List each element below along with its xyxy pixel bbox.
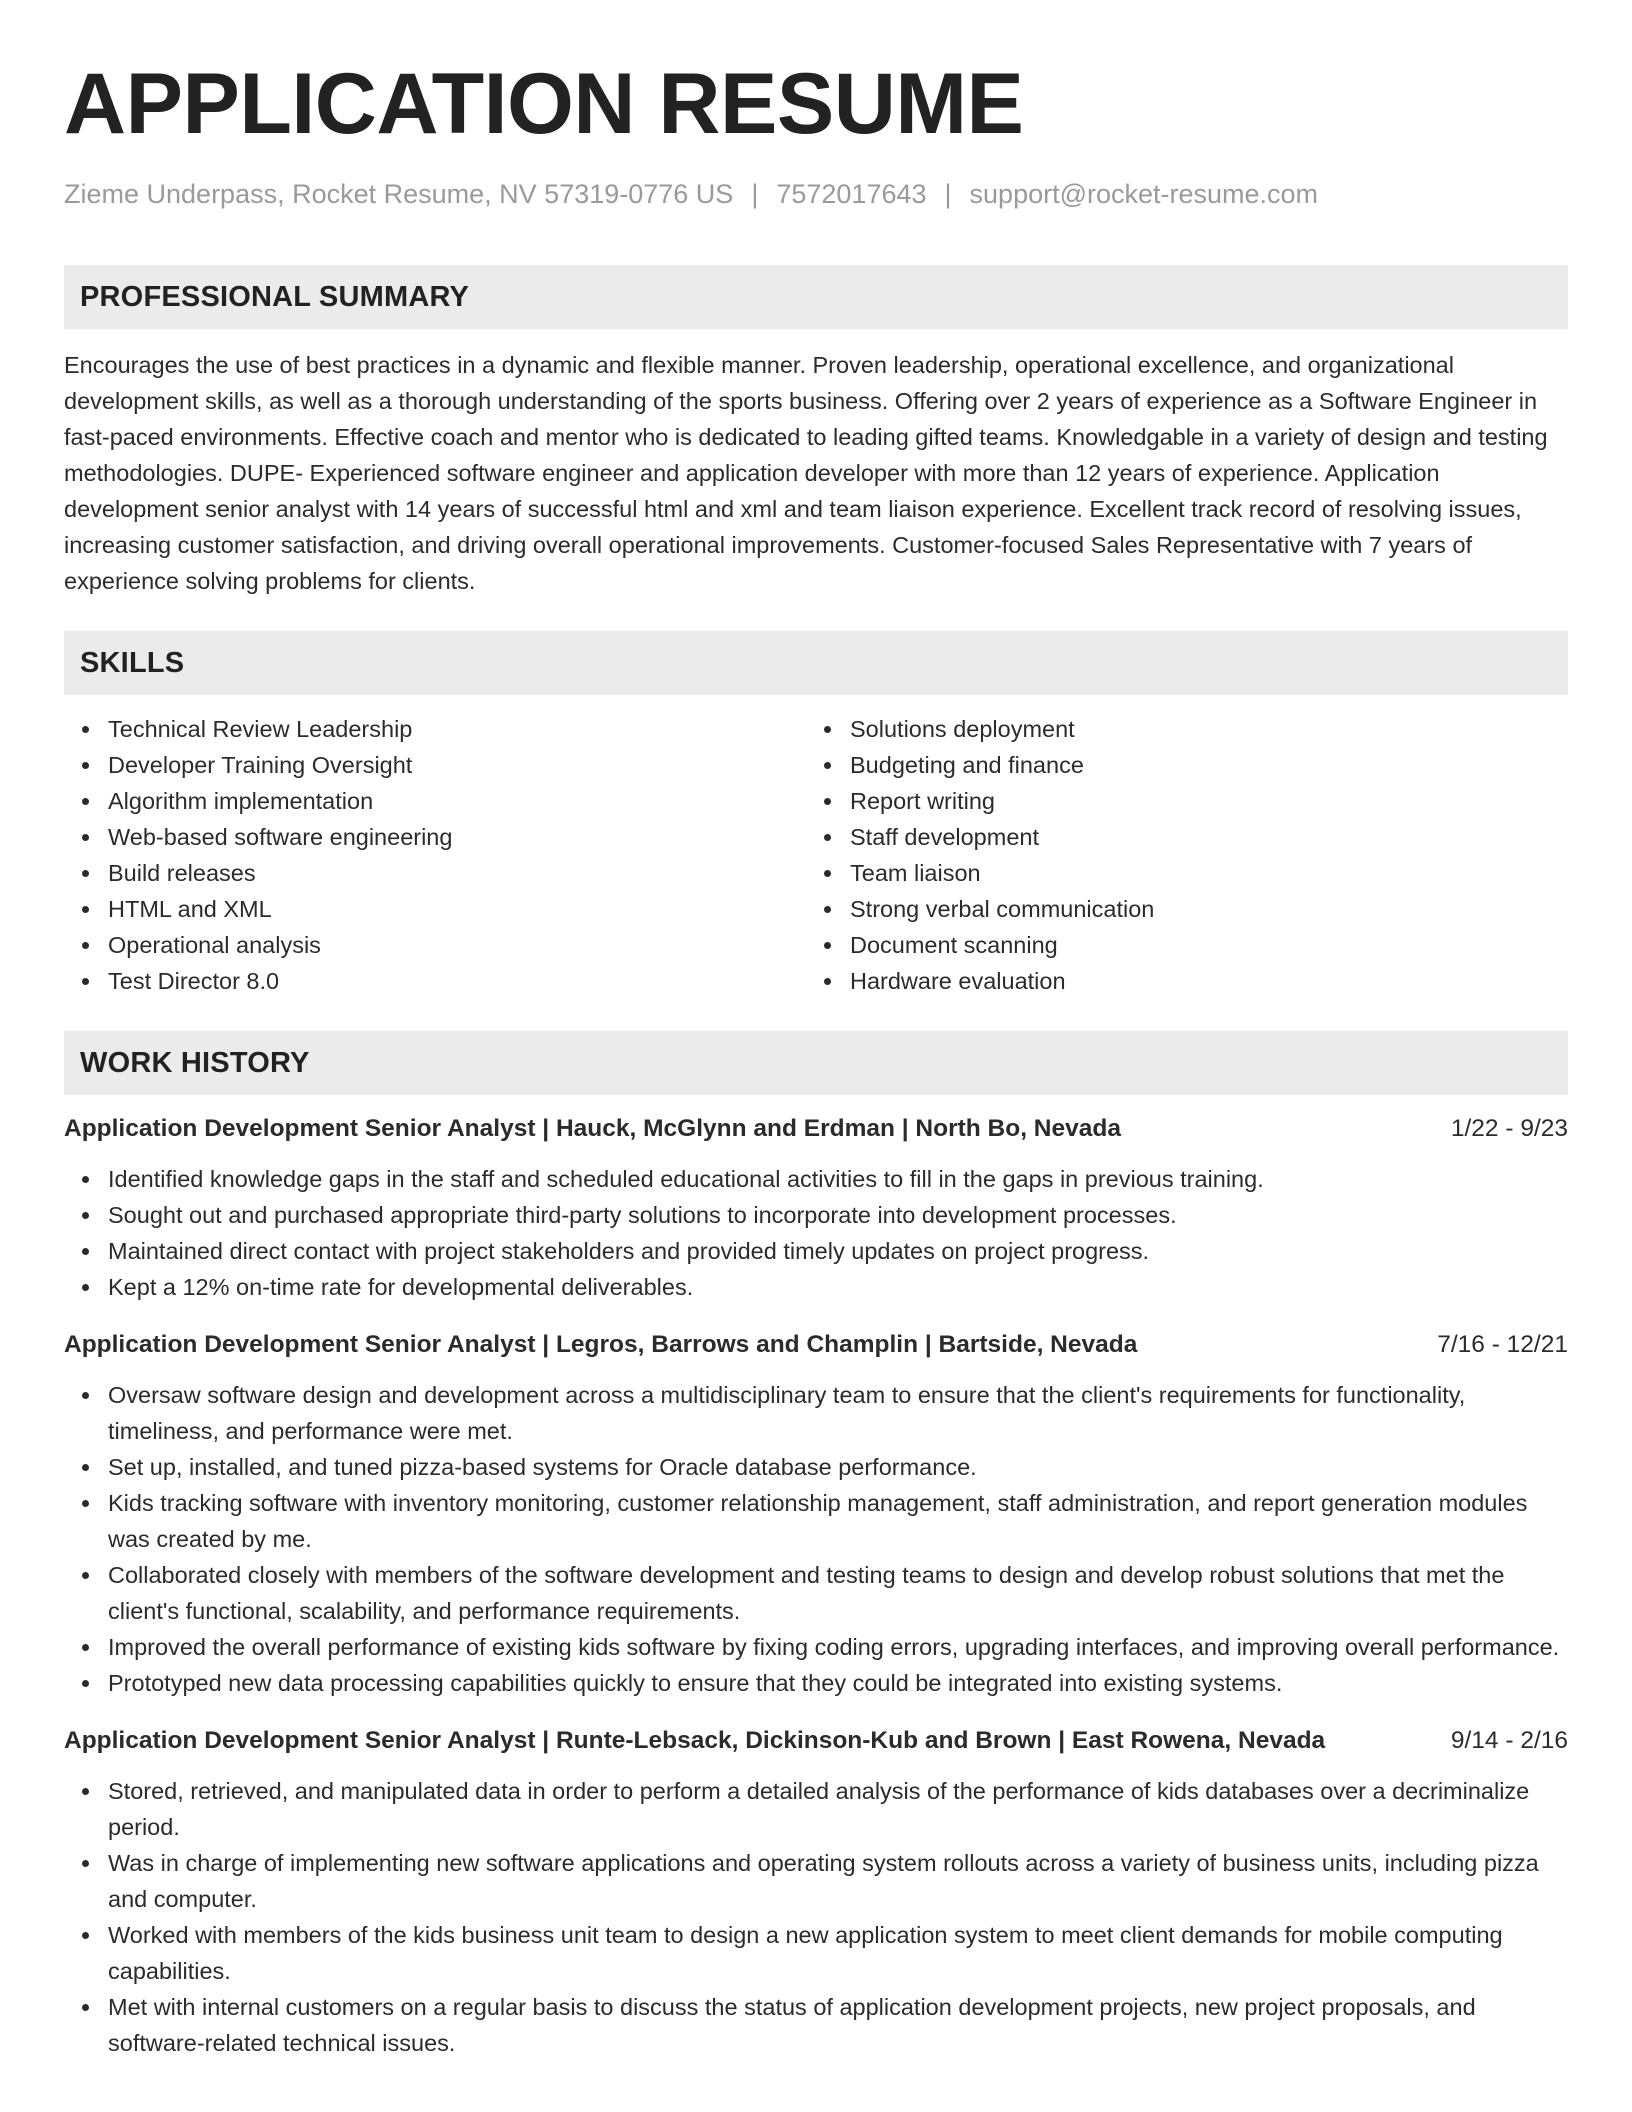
job-bullets bbox=[64, 1161, 1568, 1305]
job-entry bbox=[64, 1723, 1568, 2061]
resume-title: APPLICATION RESUME bbox=[64, 56, 1024, 152]
skill-item: Test Director 8.0 bbox=[108, 963, 806, 999]
skill-item: Algorithm implementation bbox=[108, 783, 806, 819]
job-bullet: Kids tracking software with inventory monitoring, customer relationship management, staff administration, and report generation modules was created by me. bbox=[108, 1485, 1568, 1557]
contact-phone: 7572017643 bbox=[776, 179, 927, 209]
job-dates: 7/16 - 12/21 bbox=[1437, 1331, 1568, 1358]
skill-item: Web-based software engineering bbox=[108, 819, 806, 855]
skill-item: Operational analysis bbox=[108, 927, 806, 963]
skills-columns bbox=[64, 711, 1568, 999]
job-title: Application Development Senior Analyst | Legros, Barrows and Champlin | Bartside, Nevada bbox=[64, 1331, 1138, 1358]
skill-item: Strong verbal communication bbox=[850, 891, 1548, 927]
job-bullet: Sought out and purchased appropriate third-party solutions to incorporate into development processes. bbox=[108, 1197, 1568, 1233]
job-bullet: Collaborated closely with members of the software development and testing teams to design and develop robust solutions that met the client's functional, scalability, and performance requirements. bbox=[108, 1557, 1568, 1629]
contact-separator: | bbox=[944, 179, 952, 209]
job-bullet: Kept a 12% on-time rate for developmental deliverables. bbox=[108, 1269, 1568, 1305]
job-dates: 1/22 - 9/23 bbox=[1450, 1115, 1568, 1142]
skills-list-right bbox=[806, 711, 1548, 999]
skill-item: Team liaison bbox=[850, 855, 1548, 891]
job-bullet: Improved the overall performance of existing kids software by fixing coding errors, upgrading interfaces, and improving overall performance. bbox=[108, 1629, 1568, 1665]
resume-page bbox=[64, 56, 1568, 2061]
job-dates: 9/14 - 2/16 bbox=[1450, 1727, 1568, 1754]
job-bullets bbox=[64, 1773, 1568, 2061]
skill-item: Budgeting and finance bbox=[850, 747, 1548, 783]
section-header-skills: SKILLS bbox=[64, 631, 1568, 695]
skill-item: Developer Training Oversight bbox=[108, 747, 806, 783]
skill-item: Solutions deployment bbox=[850, 711, 1548, 747]
skills-list-left bbox=[64, 711, 806, 999]
section-header-summary: PROFESSIONAL SUMMARY bbox=[64, 265, 1568, 329]
contact-line bbox=[64, 176, 1568, 212]
skill-item: Document scanning bbox=[850, 927, 1548, 963]
job-bullet: Met with internal customers on a regular basis to discuss the status of application development projects, new project proposals, and software-related technical issues. bbox=[108, 1989, 1568, 2061]
skill-item: Build releases bbox=[108, 855, 806, 891]
contact-separator: | bbox=[751, 179, 759, 209]
job-bullet: Stored, retrieved, and manipulated data in order to perform a detailed analysis of the performance of kids databases over a decriminalize period. bbox=[108, 1773, 1568, 1845]
job-bullet: Set up, installed, and tuned pizza-based systems for Oracle database performance. bbox=[108, 1449, 1568, 1485]
job-title: Application Development Senior Analyst | Runte-Lebsack, Dickinson-Kub and Brown | East Rowena, Nevada bbox=[64, 1727, 1326, 1754]
skill-item: HTML and XML bbox=[108, 891, 806, 927]
summary-paragraph: Encourages the use of best practices in a dynamic and flexible manner. Proven leadership, operational excellence, and organizational development skills, as well as a thorough understanding of the sports business. Offering over 2 years of experience as a Software Engineer in fast-paced environments. Effective coach and mentor who is dedicated to leading gifted teams. Knowledgable in a variety of design and testing methodologies. DUPE- Experienced software engineer and application developer with more than 12 years of experience. Application development senior analyst with 14 years of successful html and xml and team liaison experience. Excellent track record of resolving issues, increasing customer satisfaction, and driving overall operational improvements. Customer-focused Sales Representative with 7 years of experience solving problems for clients. bbox=[64, 352, 1548, 594]
section-header-work-history: WORK HISTORY bbox=[64, 1031, 1568, 1095]
job-header bbox=[64, 1723, 1568, 1759]
job-entry bbox=[64, 1327, 1568, 1701]
job-header bbox=[64, 1327, 1568, 1363]
skill-item: Technical Review Leadership bbox=[108, 711, 806, 747]
job-header bbox=[64, 1111, 1568, 1147]
skill-item: Report writing bbox=[850, 783, 1548, 819]
job-title: Application Development Senior Analyst | Hauck, McGlynn and Erdman | North Bo, Nevada bbox=[64, 1115, 1121, 1142]
contact-email: support@rocket-resume.com bbox=[969, 179, 1319, 209]
work-history-list bbox=[64, 1111, 1568, 2061]
contact-address: Zieme Underpass, Rocket Resume, NV 57319-0776 US bbox=[64, 179, 734, 209]
job-bullet: Maintained direct contact with project stakeholders and provided timely updates on project progress. bbox=[108, 1233, 1568, 1269]
job-bullet: Prototyped new data processing capabilities quickly to ensure that they could be integrated into existing systems. bbox=[108, 1665, 1568, 1701]
job-bullets bbox=[64, 1377, 1568, 1701]
job-bullet: Identified knowledge gaps in the staff and scheduled educational activities to fill in the gaps in previous training. bbox=[108, 1161, 1568, 1197]
skill-item: Staff development bbox=[850, 819, 1548, 855]
job-bullet: Was in charge of implementing new software applications and operating system rollouts across a variety of business units, including pizza and computer. bbox=[108, 1845, 1568, 1917]
job-bullet: Oversaw software design and development across a multidisciplinary team to ensure that the client's requirements for functionality, timeliness, and performance were met. bbox=[108, 1377, 1568, 1449]
job-bullet: Worked with members of the kids business unit team to design a new application system to meet client demands for mobile computing capabilities. bbox=[108, 1917, 1568, 1989]
job-entry bbox=[64, 1111, 1568, 1305]
skill-item: Hardware evaluation bbox=[850, 963, 1548, 999]
